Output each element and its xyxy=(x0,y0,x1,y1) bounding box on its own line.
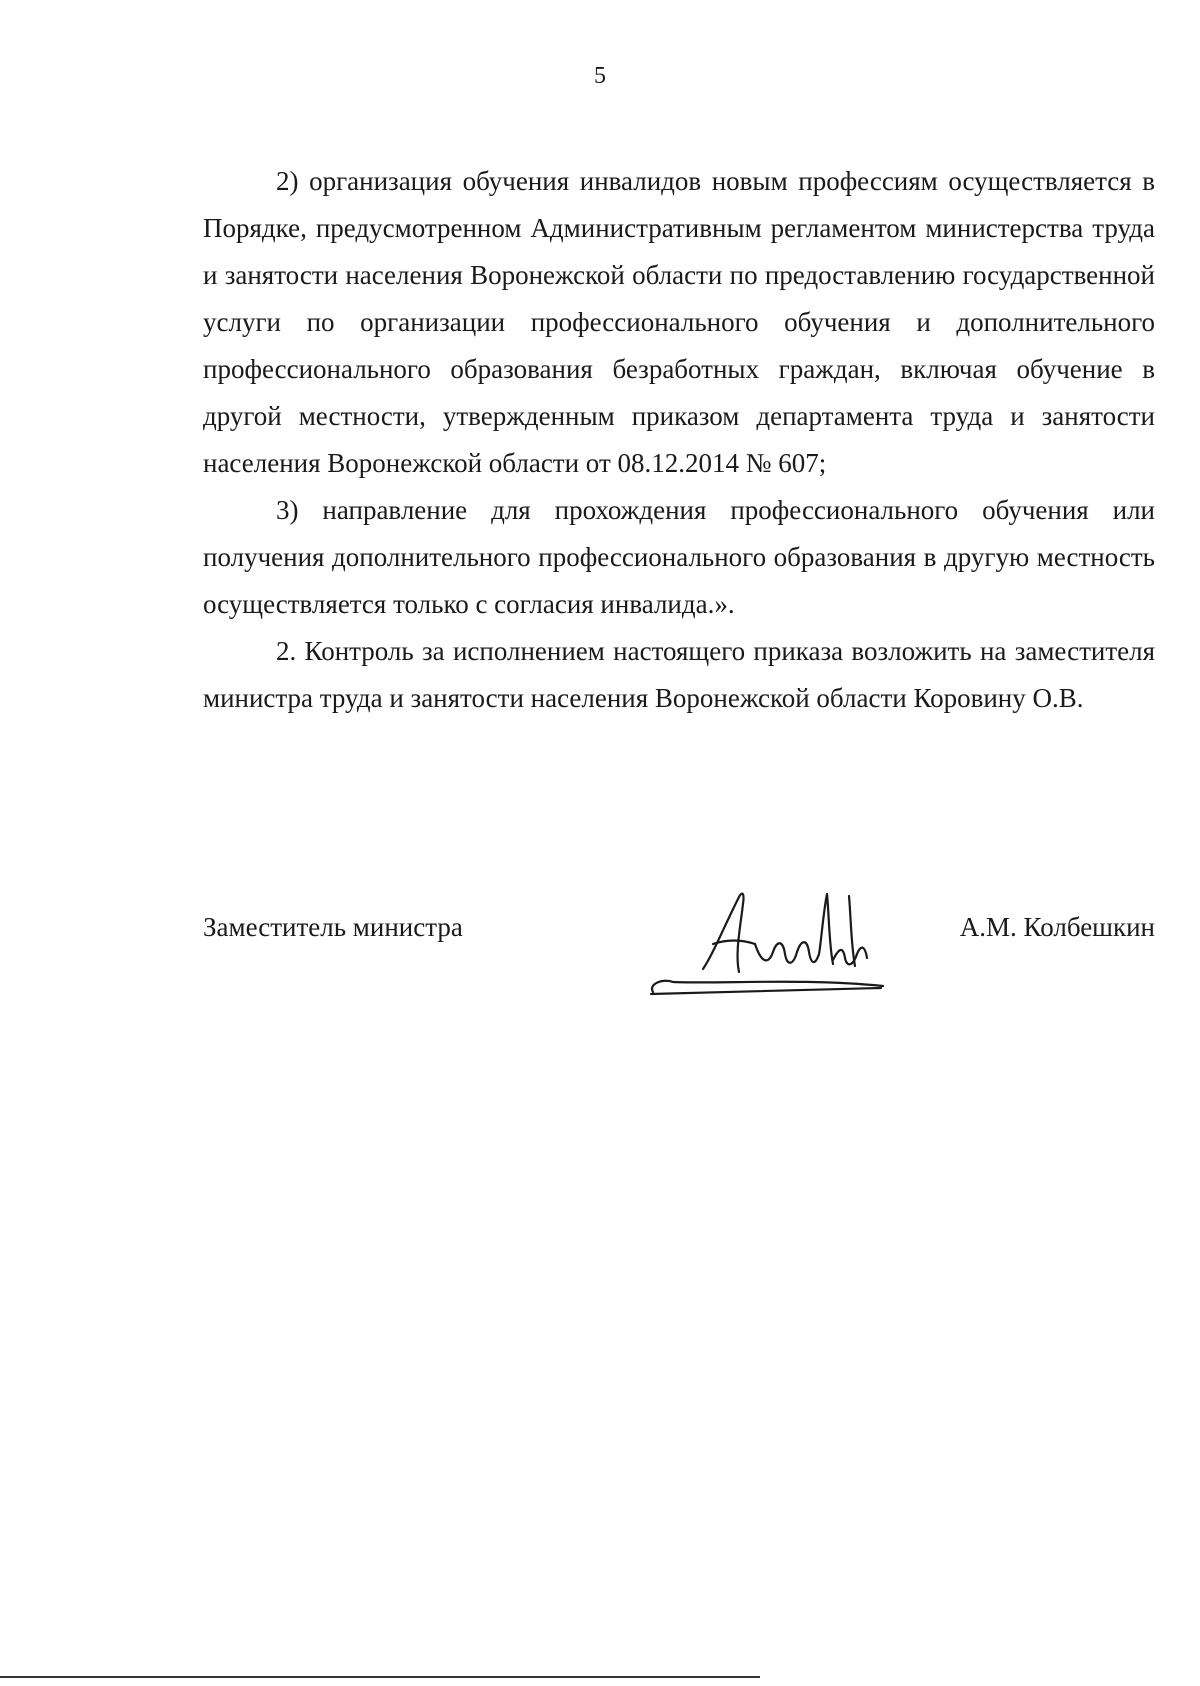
signature-block xyxy=(203,904,1155,1024)
page-number: 5 xyxy=(594,63,606,89)
signer-position: Заместитель министра xyxy=(203,912,463,942)
paragraph-item-2: 2) организация обучения инвалидов новым профессиям осуществляется в Порядке, предусмотренном Административным регламентом министерства труда и занятости населения Воронежской области по предоставлению государственной услуги по организации профессионального обучения и дополнительного профессионального образования безработных граждан, включая обучение в другой местности, утвержденным приказом департамента труда и занятости населения Воронежской области от 08.12.2014 № 607; xyxy=(203,166,1155,478)
document-body xyxy=(203,158,1155,722)
handwritten-signature-icon xyxy=(643,874,903,1004)
paragraph-control: 2. Контроль за исполнением настоящего приказа возложить на заместителя министра труда и занятости населения Воронежской области Коровину О.В. xyxy=(203,636,1155,713)
paragraph-item-3: 3) направление для прохождения профессионального обучения или получения дополнительного профессионального образования в другую местность осуществляется только с согласия инвалида.». xyxy=(203,495,1155,619)
scan-edge-divider xyxy=(0,1676,760,1678)
signer-name: А.М. Колбешкин xyxy=(959,912,1155,942)
